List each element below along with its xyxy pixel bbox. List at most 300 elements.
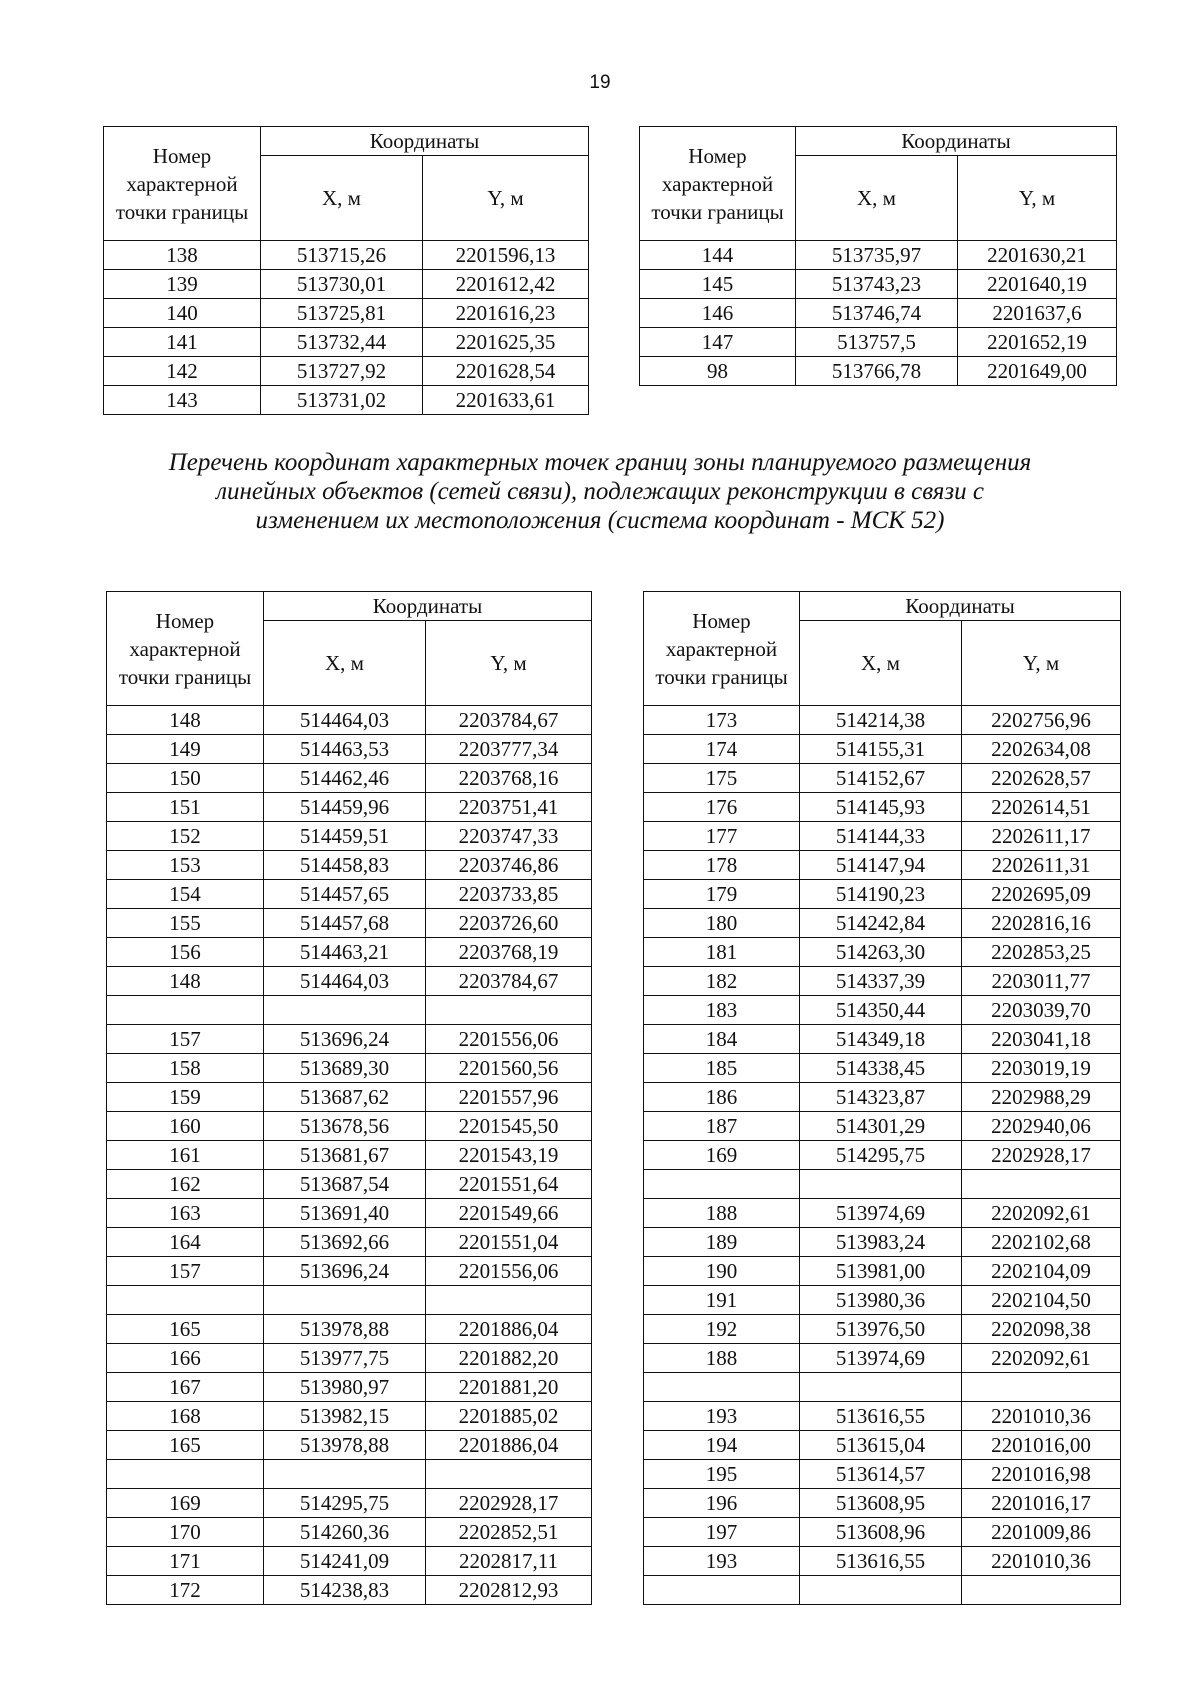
x-coordinate-cell: 514238,83 — [264, 1576, 426, 1605]
y-coordinate-cell: 2201640,19 — [958, 270, 1117, 299]
table-row — [107, 1054, 592, 1083]
table-row — [644, 938, 1121, 967]
table-row — [644, 880, 1121, 909]
y-coordinate-cell: 2202817,11 — [426, 1547, 592, 1576]
table-row — [107, 1344, 592, 1373]
point-number-cell: 162 — [107, 1170, 264, 1199]
point-number-cell: 172 — [107, 1576, 264, 1605]
x-coordinate-cell: 514241,09 — [264, 1547, 426, 1576]
point-number-cell: 147 — [640, 328, 796, 357]
point-number-cell — [107, 996, 264, 1025]
point-number-cell: 196 — [644, 1489, 800, 1518]
x-coordinate-cell: 514337,39 — [800, 967, 962, 996]
table-row — [644, 1547, 1121, 1576]
point-number-cell: 143 — [104, 386, 261, 415]
table-row — [107, 909, 592, 938]
y-coordinate-cell: 2201010,36 — [962, 1402, 1121, 1431]
point-number-cell: 186 — [644, 1083, 800, 1112]
point-number-cell: 154 — [107, 880, 264, 909]
point-number-cell: 155 — [107, 909, 264, 938]
x-coordinate-cell: 514323,87 — [800, 1083, 962, 1112]
x-coordinate-cell: 513689,30 — [264, 1054, 426, 1083]
point-number-cell: 148 — [107, 967, 264, 996]
table-row — [644, 1141, 1121, 1170]
caption-line-1: Перечень координат характерных точек границ зоны планируемого размещения — [168, 449, 1032, 476]
x-coordinate-cell: 513616,55 — [800, 1402, 962, 1431]
y-coordinate-cell: 2201596,13 — [423, 241, 589, 270]
x-coordinate-cell: 514463,53 — [264, 735, 426, 764]
y-coordinate-cell: 2202611,17 — [962, 822, 1121, 851]
x-coordinate-cell: 514144,33 — [800, 822, 962, 851]
table-row — [107, 1083, 592, 1112]
page-number: 19 — [589, 72, 611, 93]
table-row — [644, 1286, 1121, 1315]
y-coordinate-cell: 2201616,23 — [423, 299, 589, 328]
table-row — [107, 1199, 592, 1228]
table-row — [107, 967, 592, 996]
coordinates-table-top-left — [103, 126, 589, 415]
x-coordinate-cell: 513982,15 — [264, 1402, 426, 1431]
y-coordinate-cell: 2203011,77 — [962, 967, 1121, 996]
y-coordinate-cell: 2202634,08 — [962, 735, 1121, 764]
table-row — [107, 880, 592, 909]
y-coordinate-cell: 2202852,51 — [426, 1518, 592, 1547]
y-coordinate-cell: 2201885,02 — [426, 1402, 592, 1431]
point-number-cell: 149 — [107, 735, 264, 764]
y-coordinate-cell — [426, 1460, 592, 1489]
y-coordinate-cell: 2203726,60 — [426, 909, 592, 938]
y-coordinate-cell: 2201633,61 — [423, 386, 589, 415]
table-row — [107, 1228, 592, 1257]
x-coordinate-cell: 513608,95 — [800, 1489, 962, 1518]
caption-line-2: линейных объектов (сетей связи), подлежащих реконструкции в связи с — [216, 478, 984, 505]
y-coordinate-cell: 2203784,67 — [426, 967, 592, 996]
x-coordinate-cell: 514458,83 — [264, 851, 426, 880]
y-coordinate-cell: 2201549,66 — [426, 1199, 592, 1228]
table-row — [644, 1373, 1121, 1402]
x-coordinate-cell — [264, 1286, 426, 1315]
point-number-cell: 160 — [107, 1112, 264, 1141]
point-number-cell: 178 — [644, 851, 800, 880]
point-number-cell: 164 — [107, 1228, 264, 1257]
point-number-cell: 163 — [107, 1199, 264, 1228]
point-number-cell: 152 — [107, 822, 264, 851]
table-row — [644, 793, 1121, 822]
point-number-cell: 180 — [644, 909, 800, 938]
x-coordinate-cell: 513691,40 — [264, 1199, 426, 1228]
x-coordinate-cell: 513727,92 — [261, 357, 423, 386]
table-row — [107, 996, 592, 1025]
x-coordinate-cell: 514242,84 — [800, 909, 962, 938]
x-coordinate-cell: 513746,74 — [796, 299, 958, 328]
table-row — [107, 1373, 592, 1402]
x-header: X, м — [264, 621, 426, 706]
point-number-cell: 156 — [107, 938, 264, 967]
x-coordinate-cell: 513731,02 — [261, 386, 423, 415]
y-coordinate-cell: 2201625,35 — [423, 328, 589, 357]
table-row — [644, 1315, 1121, 1344]
point-number-cell: 169 — [107, 1489, 264, 1518]
x-coordinate-cell: 514147,94 — [800, 851, 962, 880]
x-coordinate-cell — [800, 1576, 962, 1605]
point-number-cell: 188 — [644, 1199, 800, 1228]
table-row — [107, 793, 592, 822]
table-row — [640, 357, 1117, 386]
table-row — [644, 967, 1121, 996]
point-number-cell: 179 — [644, 880, 800, 909]
table-row — [107, 1547, 592, 1576]
point-number-cell: 153 — [107, 851, 264, 880]
x-coordinate-cell: 513687,62 — [264, 1083, 426, 1112]
point-number-header: Номер характерной точки границы — [104, 127, 261, 241]
y-coordinate-cell: 2202988,29 — [962, 1083, 1121, 1112]
x-coordinate-cell: 514155,31 — [800, 735, 962, 764]
header-row — [104, 127, 589, 156]
x-coordinate-cell: 513715,26 — [261, 241, 423, 270]
x-coordinate-cell: 513976,50 — [800, 1315, 962, 1344]
x-coordinate-cell: 514462,46 — [264, 764, 426, 793]
point-number-cell: 146 — [640, 299, 796, 328]
table-row — [107, 851, 592, 880]
y-coordinate-cell: 2202628,57 — [962, 764, 1121, 793]
table-row — [107, 735, 592, 764]
y-coordinate-cell: 2203039,70 — [962, 996, 1121, 1025]
table-row — [644, 1054, 1121, 1083]
point-number-cell: 151 — [107, 793, 264, 822]
point-number-cell: 183 — [644, 996, 800, 1025]
x-coordinate-cell: 513696,24 — [264, 1257, 426, 1286]
y-coordinate-cell: 2202695,09 — [962, 880, 1121, 909]
table-row — [644, 851, 1121, 880]
point-number-cell: 176 — [644, 793, 800, 822]
table-row — [107, 764, 592, 793]
point-number-cell: 98 — [640, 357, 796, 386]
y-coordinate-cell: 2201556,06 — [426, 1257, 592, 1286]
point-number-cell: 168 — [107, 1402, 264, 1431]
y-coordinate-cell: 2201551,04 — [426, 1228, 592, 1257]
y-coordinate-cell: 2201543,19 — [426, 1141, 592, 1170]
table-row — [640, 328, 1117, 357]
x-coordinate-cell: 514214,38 — [800, 706, 962, 735]
y-coordinate-cell: 2202812,93 — [426, 1576, 592, 1605]
point-number-cell: 173 — [644, 706, 800, 735]
y-coordinate-cell: 2203784,67 — [426, 706, 592, 735]
y-coordinate-cell — [962, 1373, 1121, 1402]
header-row — [107, 592, 592, 621]
table-row — [107, 1489, 592, 1518]
point-number-cell: 182 — [644, 967, 800, 996]
y-header: Y, м — [426, 621, 592, 706]
table-row — [107, 1402, 592, 1431]
x-coordinate-cell: 513743,23 — [796, 270, 958, 299]
x-coordinate-cell: 513978,88 — [264, 1315, 426, 1344]
x-coordinate-cell: 513616,55 — [800, 1547, 962, 1576]
x-coordinate-cell: 514295,75 — [800, 1141, 962, 1170]
y-coordinate-cell: 2201560,56 — [426, 1054, 592, 1083]
table-row — [644, 1518, 1121, 1547]
point-number-cell: 193 — [644, 1547, 800, 1576]
point-number-cell: 144 — [640, 241, 796, 270]
x-coordinate-cell: 513766,78 — [796, 357, 958, 386]
point-number-cell: 140 — [104, 299, 261, 328]
table-row — [107, 1460, 592, 1489]
y-coordinate-cell: 2203746,86 — [426, 851, 592, 880]
x-coordinate-cell: 513974,69 — [800, 1344, 962, 1373]
y-coordinate-cell: 2201612,42 — [423, 270, 589, 299]
coordinates-table-bottom-right — [643, 591, 1121, 1605]
x-coordinate-cell: 513687,54 — [264, 1170, 426, 1199]
point-number-header: Номер характерной точки границы — [107, 592, 264, 706]
point-number-cell: 142 — [104, 357, 261, 386]
caption-line-3: изменением их местоположения (система координат - МСК 52) — [255, 507, 945, 534]
point-number-header: Номер характерной точки границы — [644, 592, 800, 706]
y-coordinate-cell: 2202102,68 — [962, 1228, 1121, 1257]
table-row — [107, 1170, 592, 1199]
x-coordinate-cell: 513608,96 — [800, 1518, 962, 1547]
x-coordinate-cell: 513615,04 — [800, 1431, 962, 1460]
x-coordinate-cell: 514338,45 — [800, 1054, 962, 1083]
x-coordinate-cell: 513692,66 — [264, 1228, 426, 1257]
point-number-cell — [644, 1373, 800, 1402]
y-coordinate-cell: 2202098,38 — [962, 1315, 1121, 1344]
table-row — [104, 241, 589, 270]
y-coordinate-cell: 2202816,16 — [962, 909, 1121, 938]
table-row — [107, 938, 592, 967]
point-number-cell: 161 — [107, 1141, 264, 1170]
table-row — [644, 996, 1121, 1025]
x-coordinate-cell: 513681,67 — [264, 1141, 426, 1170]
y-coordinate-cell: 2201886,04 — [426, 1431, 592, 1460]
y-coordinate-cell: 2201637,6 — [958, 299, 1117, 328]
y-coordinate-cell: 2201557,96 — [426, 1083, 592, 1112]
table-row — [644, 1460, 1121, 1489]
coordinates-header: Координаты — [264, 592, 592, 621]
x-coordinate-cell: 513981,00 — [800, 1257, 962, 1286]
point-number-cell: 181 — [644, 938, 800, 967]
x-coordinate-cell — [264, 996, 426, 1025]
table-row — [107, 1576, 592, 1605]
table-row — [644, 822, 1121, 851]
x-coordinate-cell: 513725,81 — [261, 299, 423, 328]
y-coordinate-cell: 2201881,20 — [426, 1373, 592, 1402]
x-coordinate-cell — [800, 1373, 962, 1402]
y-coordinate-cell: 2202611,31 — [962, 851, 1121, 880]
y-coordinate-cell: 2201016,98 — [962, 1460, 1121, 1489]
x-coordinate-cell: 513678,56 — [264, 1112, 426, 1141]
x-coordinate-cell: 514459,96 — [264, 793, 426, 822]
table-row — [644, 1199, 1121, 1228]
x-coordinate-cell: 514464,03 — [264, 967, 426, 996]
x-coordinate-cell: 513757,5 — [796, 328, 958, 357]
y-coordinate-cell: 2201649,00 — [958, 357, 1117, 386]
table-row — [107, 1431, 592, 1460]
point-number-cell: 185 — [644, 1054, 800, 1083]
x-coordinate-cell: 514145,93 — [800, 793, 962, 822]
section-caption — [0, 448, 1200, 535]
table-row — [644, 909, 1121, 938]
x-coordinate-cell: 514464,03 — [264, 706, 426, 735]
point-number-cell: 174 — [644, 735, 800, 764]
y-header: Y, м — [958, 156, 1117, 241]
table-row — [107, 1112, 592, 1141]
table-row — [644, 1257, 1121, 1286]
x-coordinate-cell: 513696,24 — [264, 1025, 426, 1054]
point-number-cell: 167 — [107, 1373, 264, 1402]
x-coordinate-cell: 514152,67 — [800, 764, 962, 793]
table-row — [644, 1083, 1121, 1112]
table-row — [644, 1402, 1121, 1431]
point-number-cell: 192 — [644, 1315, 800, 1344]
y-coordinate-cell — [426, 996, 592, 1025]
coordinates-table-top-right — [639, 126, 1117, 386]
table-row — [107, 1315, 592, 1344]
x-coordinate-cell: 513978,88 — [264, 1431, 426, 1460]
x-coordinate-cell: 513980,36 — [800, 1286, 962, 1315]
coordinates-header: Координаты — [796, 127, 1117, 156]
y-coordinate-cell: 2202092,61 — [962, 1199, 1121, 1228]
x-coordinate-cell: 513977,75 — [264, 1344, 426, 1373]
x-coordinate-cell: 514349,18 — [800, 1025, 962, 1054]
y-coordinate-cell: 2201551,64 — [426, 1170, 592, 1199]
table-row — [644, 1576, 1121, 1605]
y-coordinate-cell: 2201016,17 — [962, 1489, 1121, 1518]
table-row — [107, 1141, 592, 1170]
y-coordinate-cell — [962, 1576, 1121, 1605]
y-header: Y, м — [962, 621, 1121, 706]
y-coordinate-cell: 2201886,04 — [426, 1315, 592, 1344]
table-row — [104, 328, 589, 357]
point-number-cell: 171 — [107, 1547, 264, 1576]
x-header: X, м — [261, 156, 423, 241]
x-header: X, м — [796, 156, 958, 241]
x-coordinate-cell — [264, 1460, 426, 1489]
table-row — [107, 1286, 592, 1315]
y-coordinate-cell — [426, 1286, 592, 1315]
y-coordinate-cell: 2201556,06 — [426, 1025, 592, 1054]
x-coordinate-cell — [800, 1170, 962, 1199]
table-row — [104, 386, 589, 415]
table-row — [107, 1025, 592, 1054]
table-row — [104, 270, 589, 299]
table-row — [644, 1431, 1121, 1460]
point-number-cell: 195 — [644, 1460, 800, 1489]
x-coordinate-cell: 513732,44 — [261, 328, 423, 357]
table-row — [104, 357, 589, 386]
x-header: X, м — [800, 621, 962, 706]
y-coordinate-cell — [962, 1170, 1121, 1199]
x-coordinate-cell: 513983,24 — [800, 1228, 962, 1257]
y-coordinate-cell: 2201882,20 — [426, 1344, 592, 1373]
x-coordinate-cell: 514457,68 — [264, 909, 426, 938]
table-row — [644, 1170, 1121, 1199]
y-coordinate-cell: 2202940,06 — [962, 1112, 1121, 1141]
x-coordinate-cell: 514457,65 — [264, 880, 426, 909]
point-number-cell: 175 — [644, 764, 800, 793]
point-number-cell: 190 — [644, 1257, 800, 1286]
point-number-cell — [644, 1170, 800, 1199]
y-coordinate-cell: 2201652,19 — [958, 328, 1117, 357]
table-row — [644, 706, 1121, 735]
point-number-cell: 157 — [107, 1025, 264, 1054]
point-number-cell: 150 — [107, 764, 264, 793]
x-coordinate-cell: 514190,23 — [800, 880, 962, 909]
x-coordinate-cell: 514459,51 — [264, 822, 426, 851]
point-number-cell: 187 — [644, 1112, 800, 1141]
point-number-cell: 148 — [107, 706, 264, 735]
table-row — [644, 735, 1121, 764]
table-row — [107, 1257, 592, 1286]
point-number-cell: 145 — [640, 270, 796, 299]
point-number-cell: 165 — [107, 1315, 264, 1344]
table-row — [644, 1228, 1121, 1257]
table-row — [644, 1112, 1121, 1141]
point-number-cell: 157 — [107, 1257, 264, 1286]
x-coordinate-cell: 514295,75 — [264, 1489, 426, 1518]
point-number-cell: 139 — [104, 270, 261, 299]
coordinates-header: Координаты — [800, 592, 1121, 621]
header-row — [644, 592, 1121, 621]
y-coordinate-cell: 2202928,17 — [426, 1489, 592, 1518]
x-coordinate-cell: 513980,97 — [264, 1373, 426, 1402]
point-number-cell: 191 — [644, 1286, 800, 1315]
table-row — [640, 270, 1117, 299]
y-coordinate-cell: 2202928,17 — [962, 1141, 1121, 1170]
y-coordinate-cell: 2203019,19 — [962, 1054, 1121, 1083]
y-coordinate-cell: 2201009,86 — [962, 1518, 1121, 1547]
point-number-cell: 193 — [644, 1402, 800, 1431]
y-coordinate-cell: 2201628,54 — [423, 357, 589, 386]
point-number-cell: 169 — [644, 1141, 800, 1170]
y-coordinate-cell: 2201016,00 — [962, 1431, 1121, 1460]
x-coordinate-cell: 513735,97 — [796, 241, 958, 270]
x-coordinate-cell: 513730,01 — [261, 270, 423, 299]
point-number-cell: 166 — [107, 1344, 264, 1373]
table-row — [640, 299, 1117, 328]
y-coordinate-cell: 2202853,25 — [962, 938, 1121, 967]
table-row — [107, 706, 592, 735]
y-coordinate-cell: 2202104,50 — [962, 1286, 1121, 1315]
y-header: Y, м — [423, 156, 589, 241]
x-coordinate-cell: 514301,29 — [800, 1112, 962, 1141]
x-coordinate-cell: 514463,21 — [264, 938, 426, 967]
point-number-cell — [107, 1286, 264, 1315]
table-row — [104, 299, 589, 328]
point-number-cell: 159 — [107, 1083, 264, 1112]
y-coordinate-cell: 2202092,61 — [962, 1344, 1121, 1373]
point-number-cell: 170 — [107, 1518, 264, 1547]
point-number-header: Номер характерной точки границы — [640, 127, 796, 241]
table-row — [644, 1489, 1121, 1518]
y-coordinate-cell: 2203041,18 — [962, 1025, 1121, 1054]
y-coordinate-cell: 2202614,51 — [962, 793, 1121, 822]
x-coordinate-cell: 514260,36 — [264, 1518, 426, 1547]
table-row — [107, 822, 592, 851]
point-number-cell: 184 — [644, 1025, 800, 1054]
table-row — [640, 241, 1117, 270]
point-number-cell: 141 — [104, 328, 261, 357]
y-coordinate-cell: 2201010,36 — [962, 1547, 1121, 1576]
y-coordinate-cell: 2201630,21 — [958, 241, 1117, 270]
x-coordinate-cell: 513974,69 — [800, 1199, 962, 1228]
y-coordinate-cell: 2203768,19 — [426, 938, 592, 967]
table-row — [644, 1344, 1121, 1373]
x-coordinate-cell: 513614,57 — [800, 1460, 962, 1489]
y-coordinate-cell: 2203751,41 — [426, 793, 592, 822]
y-coordinate-cell: 2202104,09 — [962, 1257, 1121, 1286]
coordinates-header: Координаты — [261, 127, 589, 156]
table-row — [644, 1025, 1121, 1054]
y-coordinate-cell: 2203747,33 — [426, 822, 592, 851]
